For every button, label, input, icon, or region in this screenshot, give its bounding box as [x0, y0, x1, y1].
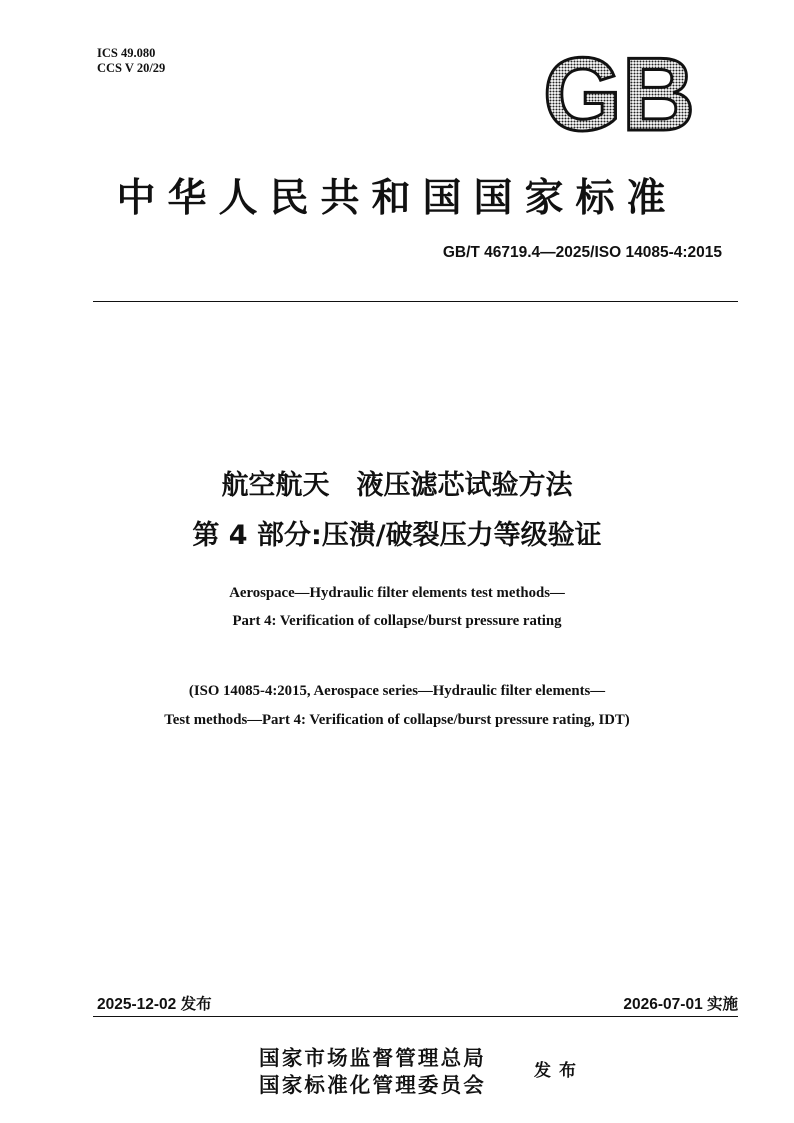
top-divider	[93, 301, 738, 302]
ics-code: ICS 49.080	[97, 46, 156, 60]
adoption-statement-line-2: Test methods—Part 4: Verification of collapse/burst pressure rating, IDT)	[164, 712, 630, 728]
adoption-statement-line-1: (ISO 14085-4:2015, Aerospace series—Hydraulic filter elements—	[188, 683, 606, 699]
bottom-divider	[93, 1016, 738, 1017]
standard-number: GB/T 46719.4—2025/ISO 14085-4:2015	[442, 244, 722, 261]
classification-codes	[97, 46, 165, 76]
ccs-code: CCS V 20/29	[97, 61, 166, 75]
gb-logo-text: GB	[543, 54, 695, 136]
issuer-sac: 国家标准化管理委员会	[259, 1073, 486, 1097]
implementation-date: 2026-07-01 实施	[623, 996, 738, 1013]
issue-date: 2025-12-02 发布	[97, 996, 212, 1013]
gb-logo	[540, 54, 698, 136]
issue-action: 发布	[534, 1061, 584, 1081]
english-title-line-2: Part 4: Verification of collapse/burst pressure rating	[232, 613, 562, 629]
chinese-title-line-2: 第 4 部分:压溃/破裂压力等级验证	[192, 520, 602, 551]
chinese-title-line-1: 航空航天 液压滤芯试验方法	[221, 470, 573, 501]
english-title-line-1: Aerospace—Hydraulic filter elements test methods—	[229, 585, 565, 601]
national-standard-heading: 中华人民共和国国家标准	[116, 176, 678, 221]
issuer-samr: 国家市场监督管理总局	[259, 1046, 486, 1070]
